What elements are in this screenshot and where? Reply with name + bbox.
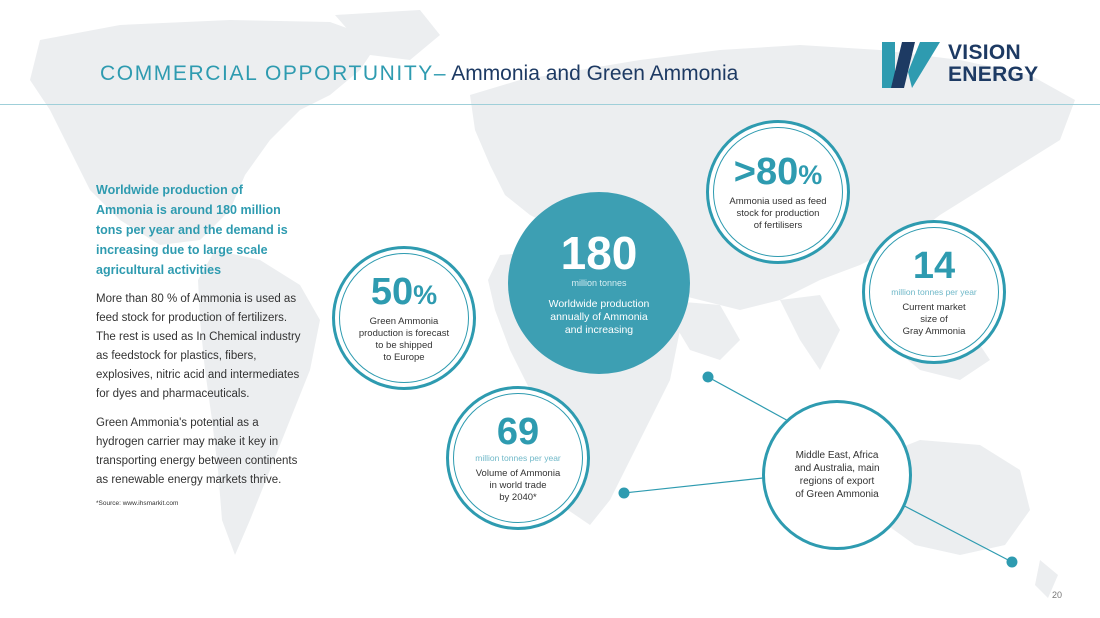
stat-production-value: 180 xyxy=(560,226,638,279)
stat-gray-unit: million tonnes per year xyxy=(891,286,977,297)
stat-gray-desc: Current market size of Gray Ammonia xyxy=(902,301,966,337)
stat-europe-percent: % xyxy=(413,279,438,310)
body-paragraph-1: More than 80 % of Ammonia is used as feed stock for production of fertilizers. The rest is used as In Chemical industry as feedstock for plastics, fibers, explosives, nitric acid and intermediates for dyes and pharmaceuticals. xyxy=(96,293,301,400)
stat-europe xyxy=(332,246,476,390)
stat-fertiliser-percent: % xyxy=(798,159,823,190)
stat-production-desc: Worldwide production annually of Ammonia and increasing xyxy=(548,297,650,336)
title-main: COMMERCIAL OPPORTUNITY– xyxy=(100,62,448,85)
logo-line-2: ENERGY xyxy=(948,63,1039,86)
title-sub: Ammonia and Green Ammonia xyxy=(451,62,739,85)
body-paragraph-2: Green Ammonia's potential as a hydrogen carrier may make it key in transporting energy between continents as renewable energy markets thrive. xyxy=(96,417,298,486)
stat-europe-value: 50 xyxy=(370,270,414,313)
stat-europe-desc: Green Ammonia production is forecast to be shipped to Europe xyxy=(358,315,450,363)
map-marker-africa xyxy=(619,488,630,499)
stat-fertiliser xyxy=(706,120,850,264)
stat-production-unit: million tonnes xyxy=(571,277,627,288)
export-regions-desc: Middle East, Africa and Australia, main regions of export of Green Ammonia xyxy=(794,450,880,500)
stat-trade xyxy=(446,386,590,530)
map-marker-middle-east xyxy=(703,372,714,383)
page-number: 20 xyxy=(1051,590,1062,600)
stat-fertiliser-desc: Ammonia used as feed stock for production of fertilisers xyxy=(729,195,827,231)
stat-trade-desc: Volume of Ammonia in world trade by 2040* xyxy=(475,467,561,503)
source-note: *Source: www.ihsmarkit.com xyxy=(96,500,179,507)
map-marker-australia xyxy=(1007,557,1018,568)
stat-fertiliser-value: >80 xyxy=(733,150,799,193)
stat-production xyxy=(508,192,690,374)
export-regions-callout xyxy=(762,400,912,550)
lead-paragraph: Worldwide production of Ammonia is around 180 million tons per year and the demand is increasing due to large scale agricultural activities xyxy=(96,183,288,277)
stat-gray-ammonia xyxy=(862,220,1006,364)
stat-gray-value: 14 xyxy=(912,244,956,287)
stat-trade-unit: million tonnes per year xyxy=(475,452,561,463)
logo-line-1: VISION xyxy=(948,41,1021,64)
stat-trade-value: 69 xyxy=(496,410,540,453)
